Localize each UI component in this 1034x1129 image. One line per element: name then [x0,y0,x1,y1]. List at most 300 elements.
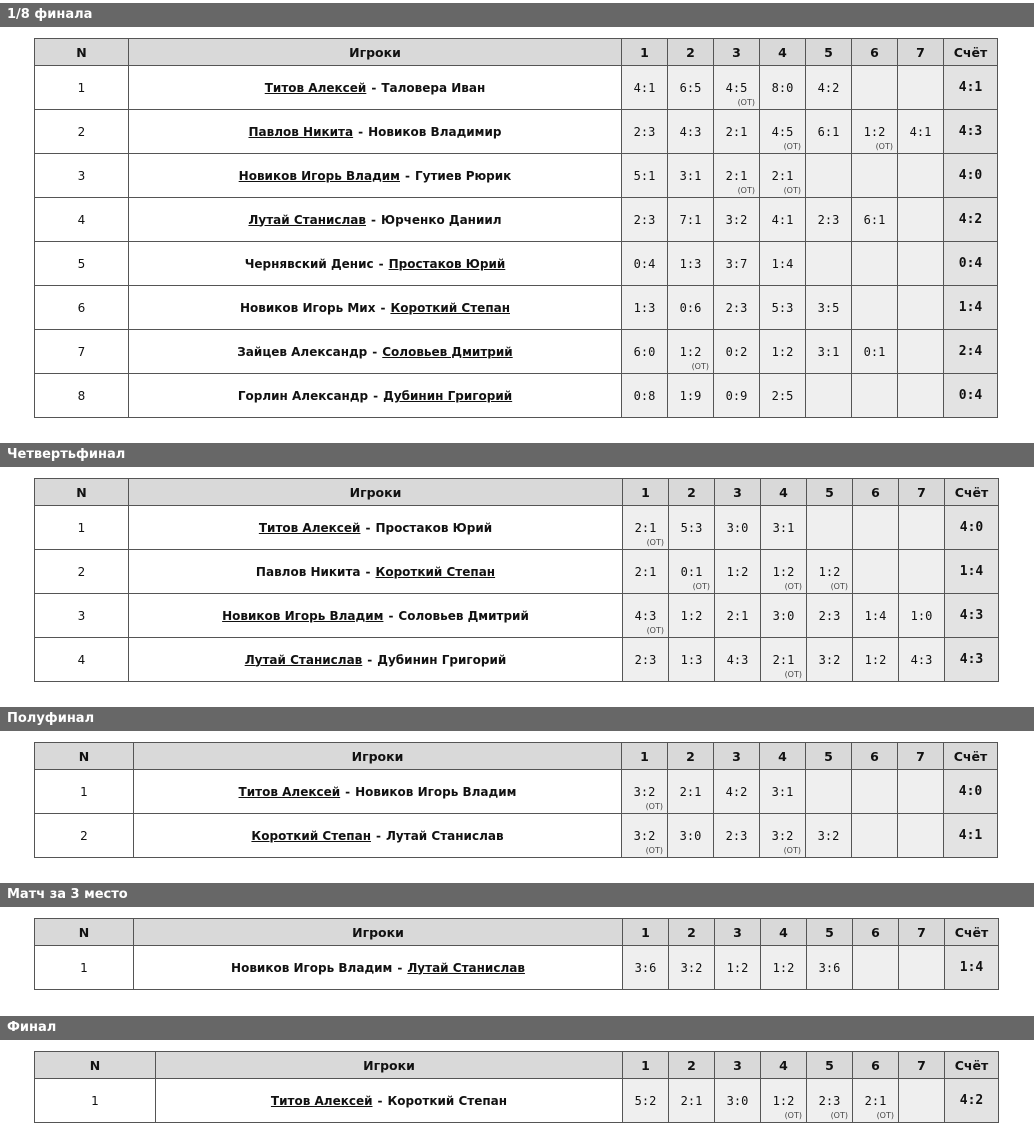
set-score-value: 3:2 [680,960,703,975]
header-players: Игроки [129,479,623,506]
match-number: 2 [35,814,134,858]
overtime-label: (ОТ) [691,362,709,371]
set-score-1 [622,66,668,110]
overtime-label: (ОТ) [783,186,801,195]
set-score-7 [898,286,944,330]
stage-title: Четвертьфинал [0,443,1034,467]
set-score-value: 2:1 [864,1093,887,1108]
winner-player-link[interactable]: Титов Алексей [238,784,341,799]
set-score-value: 2:3 [633,212,656,227]
overtime-label: (ОТ) [784,670,802,679]
match-number: 4 [35,638,129,682]
match-players [129,506,623,550]
match-players [129,110,622,154]
set-score-1 [623,946,669,990]
set-score-value: 2:1 [772,652,795,667]
match-total-score: 4:1 [944,66,998,110]
set-score-2 [669,550,715,594]
set-score-2 [668,330,714,374]
set-score-value: 2:3 [725,828,748,843]
match-number: 5 [35,242,129,286]
match-players [134,770,622,814]
set-score-value: 2:3 [633,124,656,139]
player-name: Короткий Степан [387,1093,508,1108]
set-score-5 [806,770,852,814]
set-score-4 [760,154,806,198]
set-score-3 [714,770,760,814]
set-score-value: 0:6 [679,300,702,315]
set-score-4 [760,110,806,154]
winner-player-link[interactable]: Титов Алексей [264,80,367,95]
overtime-label: (ОТ) [784,1111,802,1120]
set-score-value: 1:4 [864,608,887,623]
match-number: 8 [35,374,129,418]
players-separator: - [372,344,378,359]
set-score-4 [761,946,807,990]
match-number: 3 [35,594,129,638]
set-score-4 [760,198,806,242]
games-table [34,478,999,682]
set-score-value: 1:2 [818,564,841,579]
set-score-1 [623,638,669,682]
players-separator: - [388,608,394,623]
set-score-value: 7:1 [679,212,702,227]
match-number: 1 [35,66,129,110]
header-set-1: 1 [623,919,669,946]
header-set-6: 6 [853,1052,899,1079]
set-score-2 [668,374,714,418]
table-header-row [35,479,999,506]
overtime-label: (ОТ) [646,626,664,635]
set-score-value: 3:6 [634,960,657,975]
match-number: 1 [35,770,134,814]
set-score-5 [807,946,853,990]
match-total-score: 1:4 [944,286,998,330]
header-set-6: 6 [852,743,898,770]
set-score-value: 0:9 [725,388,748,403]
set-score-5 [806,198,852,242]
set-score-value: 1:2 [772,1093,795,1108]
set-score-1 [622,198,668,242]
match-total-score: 4:0 [944,154,998,198]
set-score-value: 1:2 [726,960,749,975]
set-score-6 [852,242,898,286]
set-score-7 [898,770,944,814]
overtime-label: (ОТ) [737,186,755,195]
table-header-row [35,743,998,770]
set-score-3 [715,1079,761,1123]
set-score-value: 0:8 [633,388,656,403]
stage-section [0,1016,1034,1040]
set-score-value: 5:1 [633,168,656,183]
set-score-value: 0:2 [725,344,748,359]
header-set-3: 3 [715,479,761,506]
set-score-5 [806,814,852,858]
player-name: Павлов Никита [255,564,361,579]
set-score-2 [668,814,714,858]
players-separator: - [371,80,377,95]
set-score-4 [760,66,806,110]
set-score-value: 4:2 [817,80,840,95]
set-score-3 [715,946,761,990]
match-number: 6 [35,286,129,330]
match-players [129,286,622,330]
header-set-7: 7 [898,743,944,770]
set-score-7 [899,1079,945,1123]
header-set-7: 7 [899,919,945,946]
winner-player-link[interactable]: Короткий Степан [390,300,510,315]
match-total-score: 0:4 [944,374,998,418]
set-score-5 [807,594,853,638]
set-score-6 [853,638,899,682]
header-set-4: 4 [760,39,806,66]
set-score-value: 1:2 [863,124,886,139]
set-score-1 [623,550,669,594]
stage-section [0,883,1034,907]
set-score-4 [761,506,807,550]
set-score-value: 2:1 [680,1093,703,1108]
set-score-4 [760,374,806,418]
header-set-1: 1 [622,743,668,770]
winner-player-link[interactable]: Лутай Станислав [244,652,363,667]
player-name: Новиков Игорь Владим [355,784,517,799]
set-score-value: 0:1 [680,564,703,579]
set-score-value: 3:2 [771,828,794,843]
header-n: N [35,39,129,66]
match-players [129,66,622,110]
set-score-7 [899,550,945,594]
match-number: 1 [35,1079,156,1123]
table-row [35,594,999,638]
set-score-value: 3:0 [726,1093,749,1108]
set-score-2 [669,1079,715,1123]
match-total-score: 2:4 [944,330,998,374]
winner-player-link[interactable]: Лутай Станислав [248,212,366,227]
set-score-value: 4:3 [726,652,749,667]
header-score: Счёт [945,1052,999,1079]
match-players [129,550,623,594]
set-score-value: 3:0 [726,520,749,535]
set-score-5 [807,638,853,682]
winner-player-link[interactable]: Павлов Никита [248,124,354,139]
header-set-4: 4 [760,743,806,770]
set-score-6 [852,814,898,858]
match-total-score: 4:3 [945,594,999,638]
winner-player-link[interactable]: Соловьев Дмитрий [382,344,513,359]
set-score-value: 6:1 [817,124,840,139]
winner-player-link[interactable]: Короткий Степан [251,828,371,843]
set-score-1 [623,1079,669,1123]
set-score-value: 2:1 [725,124,748,139]
player-name: Простаков Юрий [375,520,493,535]
set-score-value: 2:3 [817,212,840,227]
set-score-5 [807,550,853,594]
header-set-6: 6 [853,479,899,506]
players-separator: - [378,256,384,271]
set-score-4 [761,550,807,594]
set-score-4 [760,814,806,858]
set-score-value: 3:2 [817,828,840,843]
set-score-value: 1:4 [771,256,794,271]
set-score-value: 4:1 [771,212,794,227]
overtime-label: (ОТ) [737,98,755,107]
header-set-2: 2 [668,39,714,66]
header-n: N [35,479,129,506]
header-n: N [35,919,134,946]
header-set-2: 2 [669,919,715,946]
set-score-value: 0:4 [633,256,656,271]
match-total-score: 1:4 [945,946,999,990]
set-score-7 [898,330,944,374]
table-row [35,198,998,242]
table-row [35,550,999,594]
set-score-value: 5:3 [771,300,794,315]
header-players: Игроки [129,39,622,66]
table-row [35,374,998,418]
overtime-label: (ОТ) [646,538,664,547]
set-score-value: 4:3 [679,124,702,139]
winner-player-link[interactable]: Титов Алексей [270,1093,373,1108]
set-score-7 [898,814,944,858]
header-set-5: 5 [806,743,852,770]
player-name: Таловера Иван [381,80,486,95]
set-score-7 [899,506,945,550]
set-score-2 [668,242,714,286]
header-set-2: 2 [669,479,715,506]
player-name: Зайцев Александр [237,344,368,359]
games-table [34,918,999,990]
set-score-3 [714,66,760,110]
players-separator: - [367,652,373,667]
set-score-value: 8:0 [771,80,794,95]
set-score-value: 3:2 [633,784,656,799]
set-score-2 [669,506,715,550]
set-score-value: 3:2 [725,212,748,227]
match-players [134,814,622,858]
player-name: Соловьев Дмитрий [398,608,529,623]
header-set-4: 4 [761,1052,807,1079]
set-score-value: 2:1 [679,784,702,799]
set-score-6 [852,374,898,418]
set-score-5 [806,110,852,154]
set-score-value: 3:1 [817,344,840,359]
table-row [35,1079,999,1123]
set-score-5 [807,1079,853,1123]
set-score-value: 6:1 [863,212,886,227]
table-row [35,330,998,374]
header-set-5: 5 [807,479,853,506]
overtime-label: (ОТ) [645,802,663,811]
header-score: Счёт [944,743,998,770]
header-set-5: 5 [807,1052,853,1079]
set-score-7 [898,110,944,154]
set-score-5 [806,154,852,198]
set-score-5 [806,66,852,110]
match-total-score: 4:2 [945,1079,999,1123]
set-score-6 [852,286,898,330]
set-score-value: 4:1 [909,124,932,139]
set-score-7 [899,638,945,682]
set-score-2 [668,770,714,814]
set-score-value: 1:2 [772,564,795,579]
table-row [35,770,998,814]
header-set-3: 3 [714,743,760,770]
match-total-score: 4:0 [944,770,998,814]
set-score-1 [622,330,668,374]
set-score-4 [761,594,807,638]
overtime-label: (ОТ) [876,1111,894,1120]
set-score-3 [714,198,760,242]
header-score: Счёт [944,39,998,66]
set-score-3 [714,154,760,198]
set-score-value: 2:5 [771,388,794,403]
set-score-6 [852,330,898,374]
set-score-2 [668,66,714,110]
set-score-6 [852,154,898,198]
winner-player-link[interactable]: Новиков Игорь Владим [222,608,384,623]
winner-player-link[interactable]: Простаков Юрий [388,256,506,271]
winner-player-link[interactable]: Титов Алексей [258,520,361,535]
header-set-1: 1 [623,479,669,506]
winner-player-link[interactable]: Короткий Степан [375,564,496,579]
set-score-7 [898,198,944,242]
overtime-label: (ОТ) [645,846,663,855]
header-players: Игроки [156,1052,623,1079]
set-score-value: 1:2 [772,960,795,975]
player-name: Дубинин Григорий [377,652,507,667]
winner-player-link[interactable]: Новиков Игорь Владим [238,168,400,183]
set-score-value: 4:5 [725,80,748,95]
set-score-value: 2:3 [818,1093,841,1108]
table-row [35,638,999,682]
players-separator: - [380,300,386,315]
set-score-6 [852,66,898,110]
header-score: Счёт [945,919,999,946]
set-score-value: 2:1 [725,168,748,183]
set-score-6 [852,770,898,814]
set-score-2 [668,286,714,330]
set-score-2 [669,946,715,990]
set-score-4 [760,330,806,374]
match-players [129,374,622,418]
set-score-value: 3:1 [772,520,795,535]
set-score-value: 3:6 [818,960,841,975]
match-players [129,638,623,682]
player-name: Новиков Игорь Мих [240,300,376,315]
set-score-3 [714,330,760,374]
winner-player-link[interactable]: Лутай Станислав [407,960,525,975]
player-name: Чернявский Денис [244,256,374,271]
set-score-3 [714,814,760,858]
set-score-1 [622,814,668,858]
table-row [35,242,998,286]
set-score-4 [760,770,806,814]
set-score-value: 1:2 [726,564,749,579]
table-header-row [35,1052,999,1079]
set-score-3 [715,594,761,638]
players-separator: - [365,564,371,579]
set-score-7 [898,66,944,110]
match-number: 7 [35,330,129,374]
header-players: Игроки [134,919,623,946]
match-total-score: 4:3 [945,638,999,682]
set-score-6 [853,1079,899,1123]
player-name: Новиков Игорь Владим [231,960,393,975]
set-score-value: 6:0 [633,344,656,359]
stage-title: Матч за 3 место [0,883,1034,907]
header-score: Счёт [945,479,999,506]
set-score-value: 3:5 [817,300,840,315]
set-score-1 [622,770,668,814]
set-score-6 [852,110,898,154]
set-score-6 [853,946,899,990]
set-score-value: 1:2 [864,652,887,667]
overtime-label: (ОТ) [784,582,802,591]
player-name: Юрченко Даниил [380,212,502,227]
players-separator: - [345,784,351,799]
header-set-3: 3 [715,919,761,946]
players-separator: - [404,168,410,183]
set-score-value: 2:1 [771,168,794,183]
table-row [35,286,998,330]
set-score-1 [622,286,668,330]
match-players [129,154,622,198]
players-separator: - [375,828,381,843]
set-score-value: 1:2 [680,608,703,623]
set-score-value: 4:2 [725,784,748,799]
match-total-score: 0:4 [944,242,998,286]
overtime-label: (ОТ) [830,1111,848,1120]
table-row [35,506,999,550]
player-name: Горлин Александр [237,388,369,403]
header-set-3: 3 [715,1052,761,1079]
set-score-7 [899,594,945,638]
table-row [35,66,998,110]
table-row [35,154,998,198]
players-separator: - [377,1093,383,1108]
set-score-value: 2:3 [818,608,841,623]
match-number: 2 [35,110,129,154]
header-set-3: 3 [714,39,760,66]
set-score-value: 5:3 [680,520,703,535]
set-score-value: 1:3 [633,300,656,315]
winner-player-link[interactable]: Дубинин Григорий [383,388,513,403]
table-row [35,946,999,990]
set-score-value: 2:3 [725,300,748,315]
header-set-4: 4 [761,919,807,946]
player-name: Гутиев Рюрик [414,168,512,183]
match-total-score: 1:4 [945,550,999,594]
header-set-7: 7 [899,479,945,506]
match-players [129,594,623,638]
players-separator: - [373,388,379,403]
set-score-1 [622,242,668,286]
set-score-3 [714,242,760,286]
header-set-4: 4 [761,479,807,506]
set-score-5 [806,242,852,286]
set-score-value: 3:2 [818,652,841,667]
match-number: 2 [35,550,129,594]
overtime-label: (ОТ) [875,142,893,151]
set-score-value: 4:5 [771,124,794,139]
set-score-3 [715,638,761,682]
set-score-value: 3:2 [633,828,656,843]
match-number: 1 [35,506,129,550]
set-score-1 [623,506,669,550]
set-score-value: 3:7 [725,256,748,271]
set-score-7 [898,154,944,198]
match-players [129,242,622,286]
